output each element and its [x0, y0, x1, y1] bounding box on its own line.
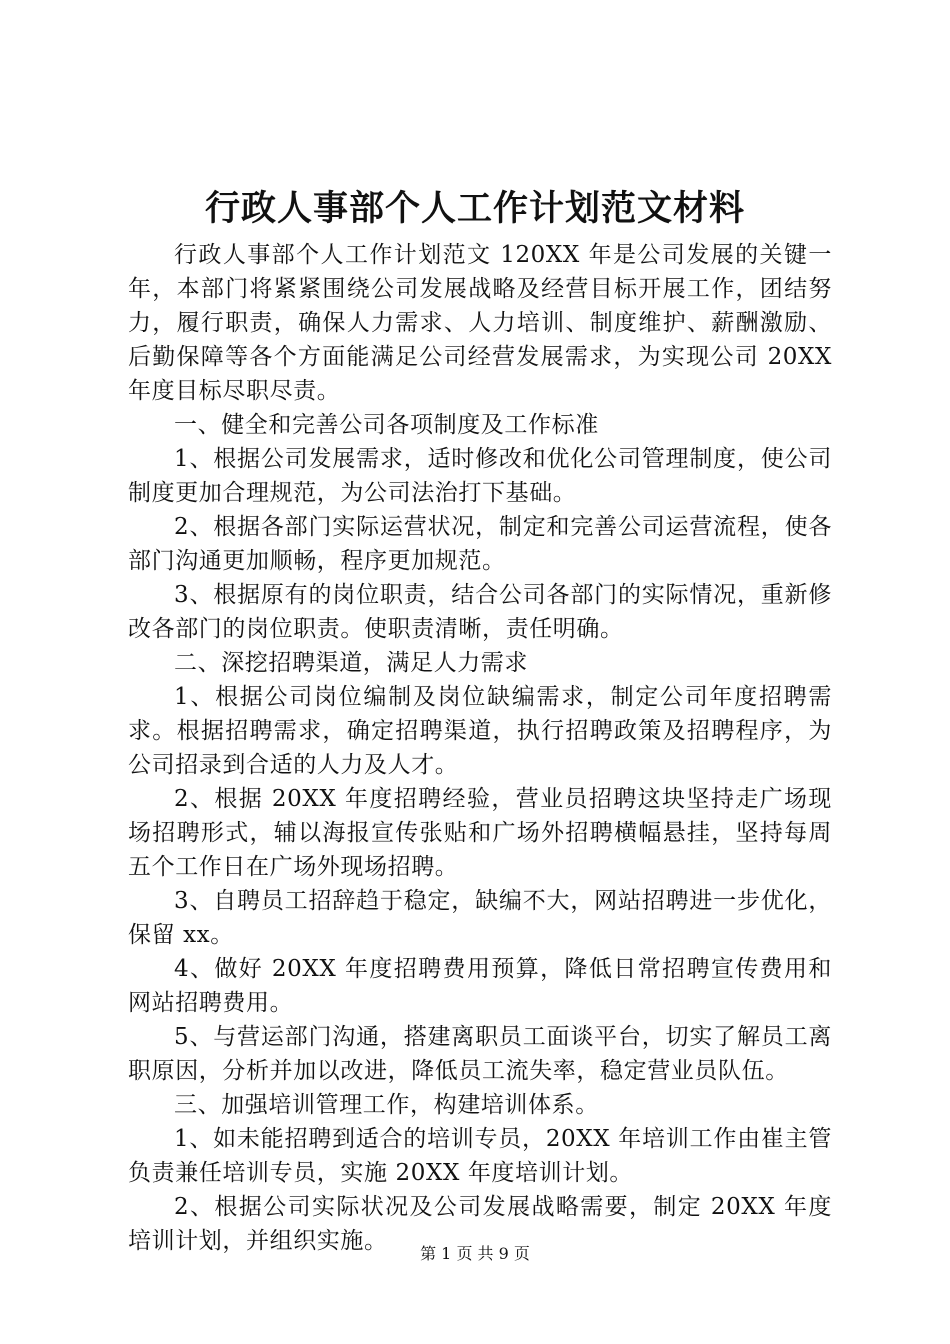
document-title: 行政人事部个人工作计划范文材料: [204, 188, 745, 229]
paragraph: 1、如未能招聘到适合的培训专员，20XX 年培训工作由崔主管负责兼任培训专员，实施 20XX 年度培训计划。: [128, 1126, 832, 1186]
section-heading-3: 三、加强培训管理工作，构建培训体系。: [174, 1092, 599, 1118]
paragraph: 2、根据公司实际状况及公司发展战略需要，制定 20XX 年度培训计划，并组织实施。: [128, 1194, 832, 1254]
page-number-footer: 第 1 页 共 9 页: [420, 1244, 530, 1263]
paragraph: 5、与营运部门沟通，搭建离职员工面谈平台，切实了解员工离职原因，分析并加以改进，降低员工流失率，稳定营业员队伍。: [128, 1024, 832, 1084]
section-heading-1: 一、健全和完善公司各项制度及工作标准: [174, 412, 599, 438]
paragraph: 2、根据各部门实际运营状况，制定和完善公司运营流程，使各部门沟通更加顺畅，程序更加规范。: [128, 514, 832, 574]
paragraph: 3、自聘员工招辞趋于稳定，缺编不大，网站招聘进一步优化，保留 xx。: [128, 888, 832, 948]
paragraph: 1、根据公司岗位编制及岗位缺编需求，制定公司年度招聘需求。根据招聘需求，确定招聘渠道，执行招聘政策及招聘程序，为公司招录到合适的人力及人才。: [128, 684, 832, 778]
paragraph: 4、做好 20XX 年度招聘费用预算，降低日常招聘宣传费用和网站招聘费用。: [128, 956, 832, 1016]
paragraph: 3、根据原有的岗位职责，结合公司各部门的实际情况，重新修改各部门的岗位职责。使职责清晰，责任明确。: [128, 582, 832, 642]
paragraph: 1、根据公司发展需求，适时修改和优化公司管理制度，使公司制度更加合理规范，为公司法治打下基础。: [128, 446, 832, 506]
document-body: [128, 238, 832, 1258]
section-heading-2: 二、深挖招聘渠道，满足人力需求: [174, 650, 528, 676]
paragraph: 2、根据 20XX 年度招聘经验，营业员招聘这块坚持走广场现场招聘形式，辅以海报宣传张贴和广场外招聘横幅悬挂，坚持每周五个工作日在广场外现场招聘。: [128, 786, 832, 880]
paragraph-intro: 行政人事部个人工作计划范文 120XX 年是公司发展的关键一年，本部门将紧紧围绕公司发展战略及经营目标开展工作，团结努力，履行职责，确保人力需求、人力培训、制度维护、薪酬激励、后勤保障等各个方面能满足公司经营发展需求，为实现公司 20XX 年度目标尽职尽责。: [128, 242, 832, 404]
